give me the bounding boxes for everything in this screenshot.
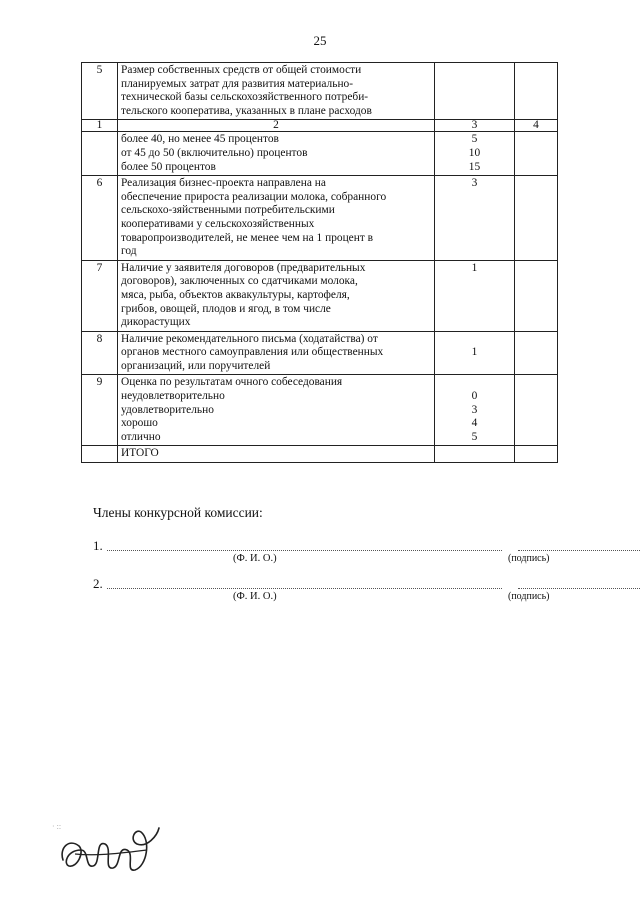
fio-caption: (Ф. И. О.) bbox=[233, 591, 277, 602]
column-number: 1 bbox=[82, 120, 118, 132]
points-cell bbox=[435, 375, 515, 446]
text-line: тельского кооператива, указанных в плане расходов bbox=[121, 104, 372, 117]
points-value: 10 bbox=[468, 146, 481, 159]
points-cell bbox=[435, 132, 515, 176]
table-row bbox=[82, 176, 558, 261]
signature-caption: (подпись) bbox=[508, 553, 550, 564]
points-value: 3 bbox=[471, 177, 478, 190]
criteria-table bbox=[81, 62, 558, 463]
text-line: планируемых затрат для развития материально- bbox=[121, 77, 354, 90]
column-number: 4 bbox=[515, 120, 558, 132]
table-row bbox=[82, 375, 558, 446]
page-number: 25 bbox=[313, 33, 327, 48]
points-cell bbox=[435, 331, 515, 375]
criterion-text bbox=[118, 132, 435, 176]
signature-line bbox=[518, 588, 640, 589]
row-number: 5 bbox=[82, 63, 118, 120]
text-line: Наличие у заявителя договоров (предварительных bbox=[121, 261, 366, 274]
text-line: неудовлетворительно bbox=[121, 390, 225, 403]
points-value: 5 bbox=[471, 430, 478, 443]
score-cell bbox=[515, 446, 558, 463]
criterion-text bbox=[118, 331, 435, 375]
column-number: 3 bbox=[435, 120, 515, 132]
points-cell bbox=[435, 63, 515, 120]
member-index: 1. bbox=[93, 538, 103, 553]
signature-line bbox=[518, 550, 640, 551]
criterion-text bbox=[118, 63, 435, 120]
score-cell bbox=[515, 176, 558, 261]
criterion-text bbox=[118, 260, 435, 331]
text-line: Размер собственных средств от общей стоимости bbox=[121, 64, 362, 76]
score-cell bbox=[515, 132, 558, 176]
text-line: более 50 процентов bbox=[121, 160, 216, 173]
text-line: грибов, овощей, плодов и ягод, в том числе bbox=[121, 302, 331, 315]
column-number-row bbox=[82, 120, 558, 132]
points-value: 5 bbox=[471, 133, 478, 146]
text-line: дикорастущих bbox=[121, 316, 191, 329]
row-number bbox=[82, 132, 118, 176]
score-cell bbox=[515, 260, 558, 331]
member-signature-row bbox=[93, 576, 563, 606]
text-line: ИТОГО bbox=[121, 447, 159, 460]
text-line: договоров), заключенных со сдатчиками молока, bbox=[121, 275, 358, 288]
criterion-text bbox=[118, 375, 435, 446]
text-line: от 45 до 50 (включительно) процентов bbox=[121, 146, 308, 159]
points-value: 3 bbox=[471, 403, 478, 416]
text-line: кооперативами у сельскохозяйственных bbox=[121, 217, 315, 230]
row-number: 7 bbox=[82, 260, 118, 331]
member-index: 2. bbox=[93, 576, 103, 591]
points-value: 4 bbox=[471, 417, 478, 430]
total-row bbox=[82, 446, 558, 463]
table-row bbox=[82, 260, 558, 331]
score-cell bbox=[515, 63, 558, 120]
points-value: 1 bbox=[471, 346, 478, 359]
points-value bbox=[438, 376, 511, 390]
text-line: мяса, рыба, объектов аквакультуры, картофеля, bbox=[121, 288, 350, 301]
points-value: 1 bbox=[471, 261, 478, 274]
text-line: товаропроизводителей, не менее чем на 1 процент в bbox=[121, 231, 374, 244]
text-line: год bbox=[121, 245, 137, 258]
handwritten-signature bbox=[55, 810, 165, 885]
faint-mark: · :: bbox=[52, 822, 62, 831]
points-cell bbox=[435, 176, 515, 261]
text-line: Оценка по результатам очного собеседования bbox=[121, 376, 343, 389]
name-line bbox=[107, 550, 502, 551]
text-line: отлично bbox=[121, 430, 161, 443]
criterion-text bbox=[118, 176, 435, 261]
text-line: более 40, но менее 45 процентов bbox=[121, 133, 279, 146]
text-line: удовлетворительно bbox=[121, 403, 214, 416]
row-number: 9 bbox=[82, 375, 118, 446]
members-title: Члены конкурсной комиссии: bbox=[93, 505, 263, 520]
table-row bbox=[82, 63, 558, 120]
row-number bbox=[82, 446, 118, 463]
points-value bbox=[438, 333, 511, 347]
text-line: Реализация бизнес-проекта направлена на bbox=[121, 177, 326, 190]
table-row bbox=[82, 132, 558, 176]
score-cell bbox=[515, 375, 558, 446]
text-line: Наличие рекомендательного письма (ходатайства) от bbox=[121, 332, 378, 345]
text-line: органов местного самоуправления или общественных bbox=[121, 346, 384, 359]
points-value: 15 bbox=[468, 160, 481, 173]
row-number: 8 bbox=[82, 331, 118, 375]
points-value: 0 bbox=[471, 390, 478, 403]
text-line: организаций, или поручителей bbox=[121, 359, 271, 372]
table-row bbox=[82, 331, 558, 375]
name-line bbox=[107, 588, 502, 589]
member-signature-row bbox=[93, 538, 563, 568]
score-cell bbox=[515, 331, 558, 375]
text-line: хорошо bbox=[121, 417, 158, 430]
fio-caption: (Ф. И. О.) bbox=[233, 553, 277, 564]
text-line: обеспечение прироста реализации молока, собранного bbox=[121, 190, 387, 203]
signature-caption: (подпись) bbox=[508, 591, 550, 602]
text-line: сельскохо-зяйственными потребительскими bbox=[121, 204, 335, 217]
row-number: 6 bbox=[82, 176, 118, 261]
points-cell bbox=[435, 446, 515, 463]
total-label bbox=[118, 446, 435, 463]
text-line: технической базы сельскохозяйственного потреби- bbox=[121, 91, 369, 104]
column-number: 2 bbox=[118, 120, 435, 132]
points-cell bbox=[435, 260, 515, 331]
